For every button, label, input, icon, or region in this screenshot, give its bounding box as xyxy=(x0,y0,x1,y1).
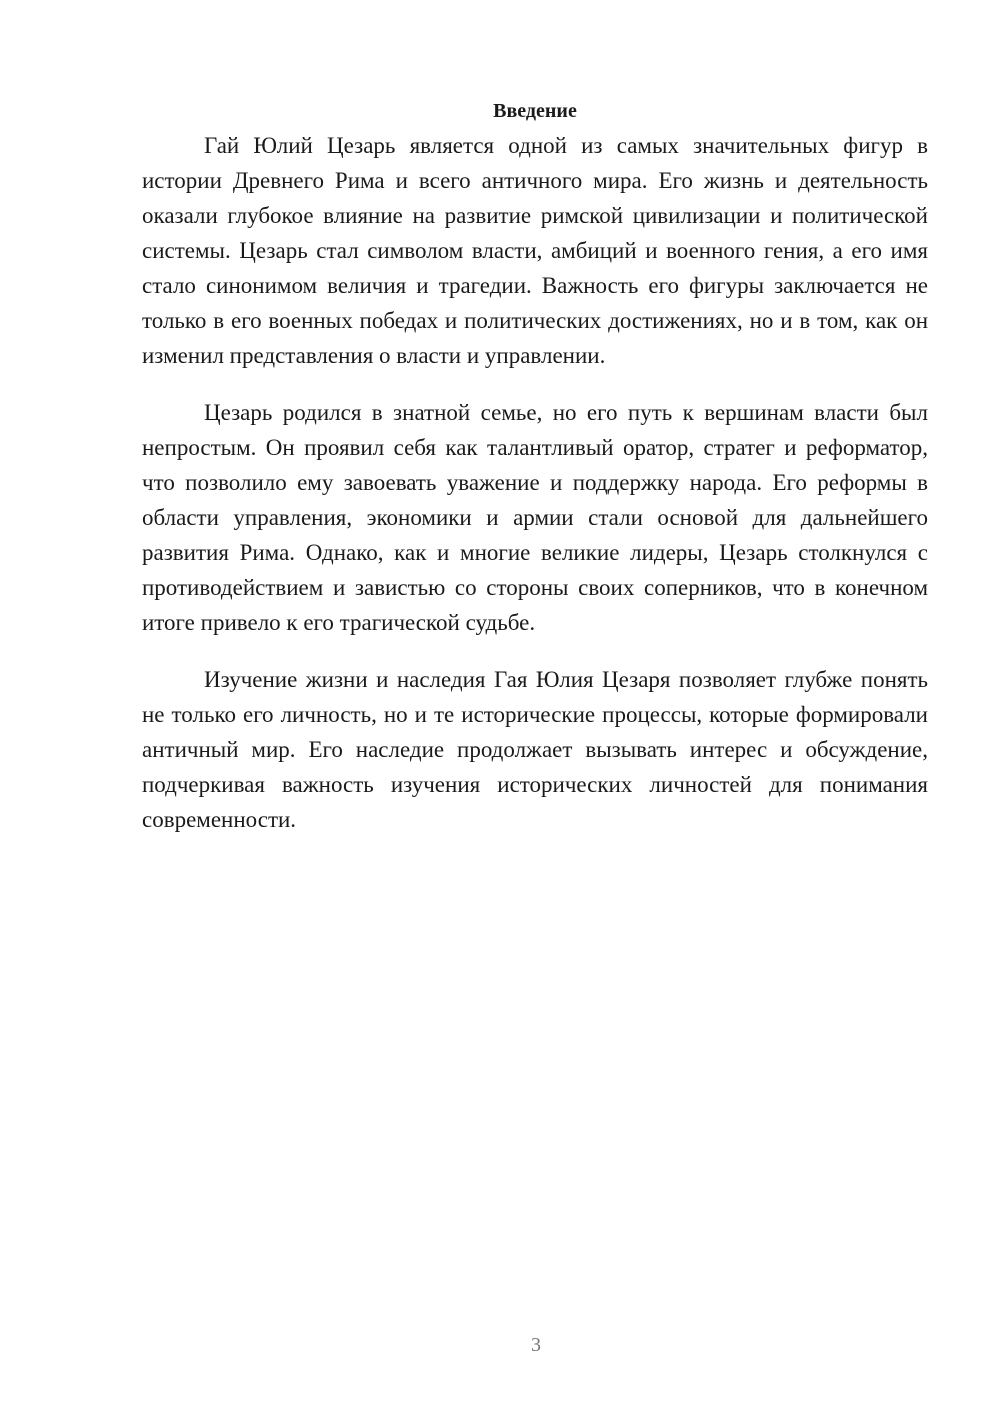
paragraph-3: Изучение жизни и наследия Гая Юлия Цезаря позволяет глубже понять не только его личность, но и те исторические процессы, которые формировали античный мир. Его наследие продолжает вызывать интерес и обсуждение, подчеркивая важность изучения исторических личностей для понимания современности. xyxy=(142,667,928,832)
paragraph-2: Цезарь родился в знатной семье, но его путь к вершинам власти был непростым. Он проявил себя как талантливый оратор, стратег и реформатор, что позволило ему завоевать уважение и поддержку народа. Его реформы в области управления, экономики и армии стали основой для дальнейшего развития Рима. Однако, как и многие великие лидеры, Цезарь столкнулся с противодействием и завистью со стороны своих соперников, что в конечном итоге привело к его трагической судьбе. xyxy=(142,400,928,635)
document-body xyxy=(142,96,928,837)
section-title: Введение xyxy=(493,100,577,122)
page-number: 3 xyxy=(531,1334,541,1356)
paragraph-1: Гай Юлий Цезарь является одной из самых значительных фигур в истории Древнего Рима и всего античного мира. Его жизнь и деятельность оказали глубокое влияние на развитие римской цивилизации и политической системы. Цезарь стал символом власти, амбиций и военного гения, а его имя стало синонимом величия и трагедии. Важность его фигуры заключается не только в его военных победах и политических достижениях, но и в том, как он изменил представления о власти и управлении. xyxy=(142,133,928,368)
